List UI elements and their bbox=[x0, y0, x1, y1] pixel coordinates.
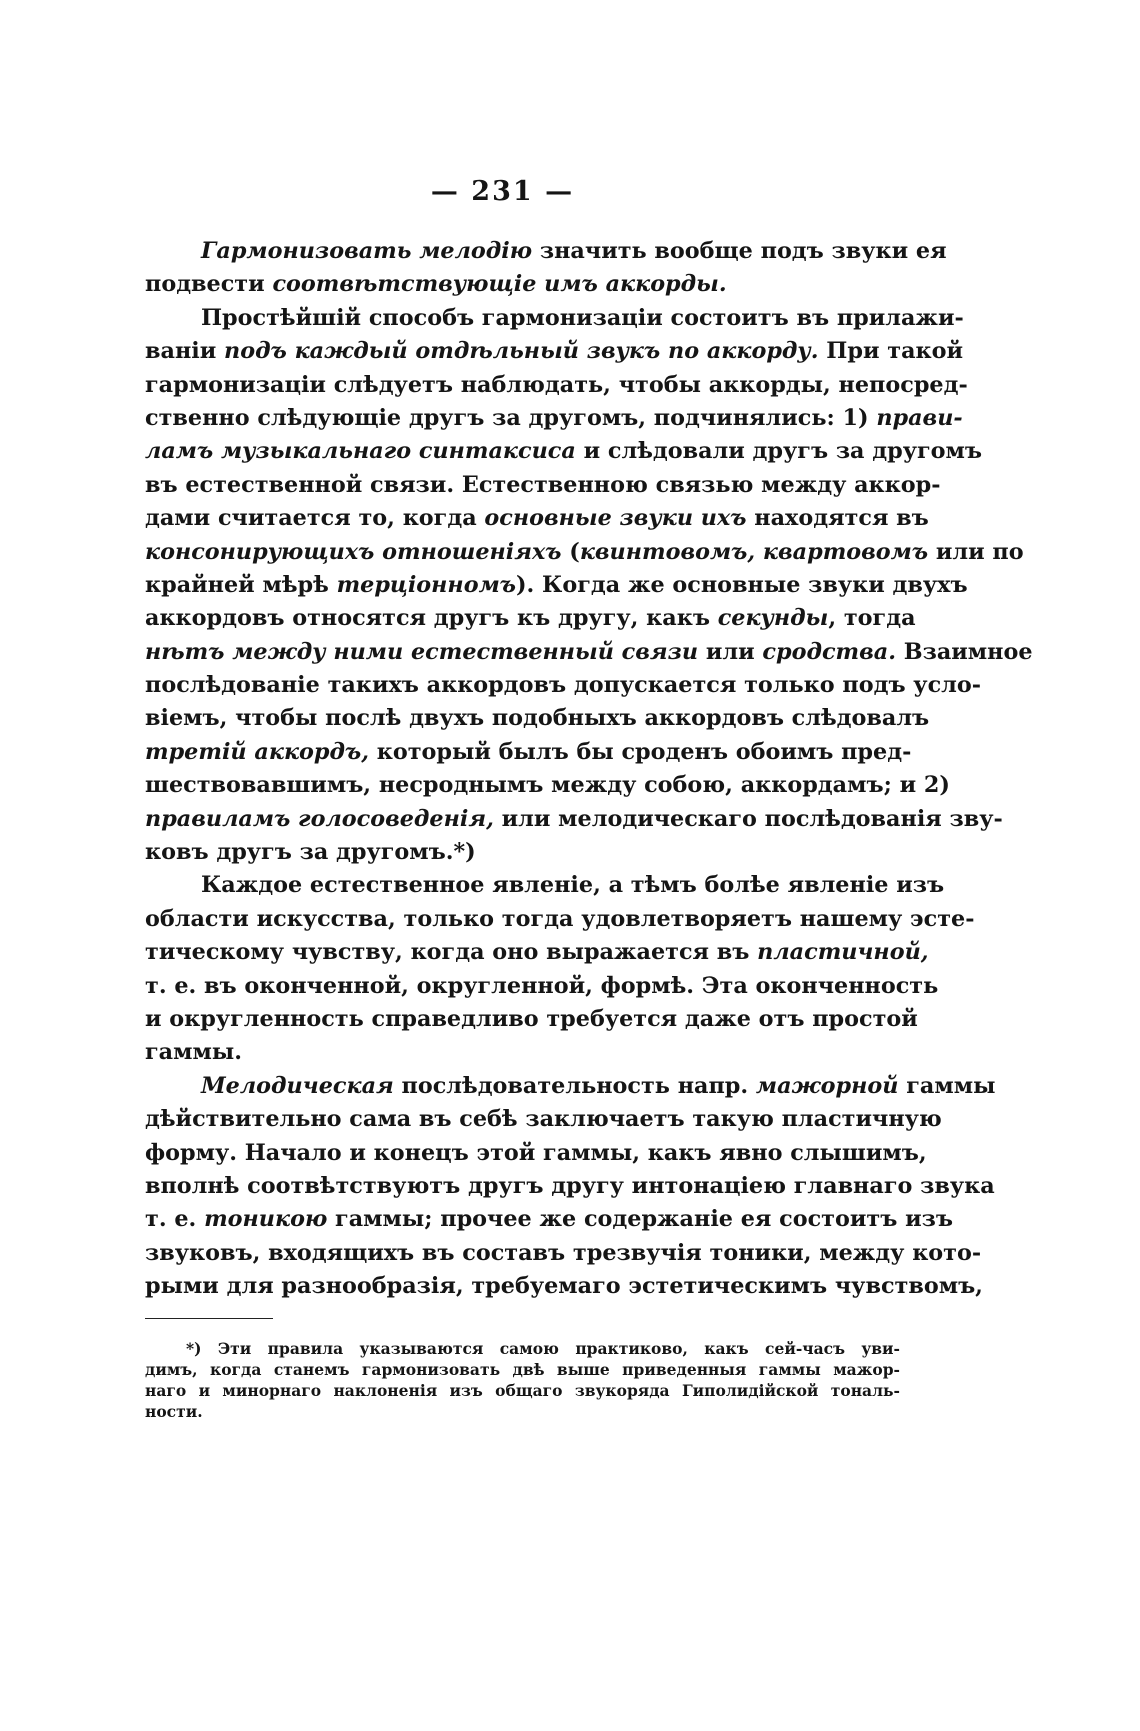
text-segment: гаммы bbox=[898, 1072, 996, 1099]
italic-text: третій аккордъ, bbox=[145, 738, 369, 765]
text-line bbox=[145, 369, 968, 402]
text-line bbox=[145, 1003, 918, 1036]
text-line bbox=[145, 869, 945, 902]
footnote-rule bbox=[145, 1318, 273, 1319]
italic-text: Гармонизовать мелодію bbox=[201, 238, 533, 264]
text-segment: т. е. bbox=[145, 1206, 205, 1233]
italic-text: консонирующихъ отношеніяхъ bbox=[145, 538, 562, 565]
text-segment: ковъ другъ за другомъ.*) bbox=[145, 839, 476, 866]
footnote-line: ности. bbox=[145, 1402, 203, 1421]
text-segment: ). Когда же основные звуки двухъ bbox=[515, 571, 968, 598]
text-segment: въ естественной связи. Естественною связью между аккор- bbox=[145, 471, 941, 498]
text-line bbox=[145, 602, 916, 635]
text-segment: или bbox=[698, 638, 763, 665]
text-segment: который былъ бы сроденъ обоимъ пред- bbox=[368, 738, 912, 765]
italic-text: ламъ музыкальнаго синтаксиса bbox=[145, 438, 576, 465]
text-segment: или мелодическаго послѣдованія зву- bbox=[493, 805, 1003, 832]
text-segment: , тогда bbox=[828, 605, 916, 632]
italic-text: подъ каждый отдѣльный звукъ по аккорду. bbox=[224, 338, 819, 365]
text-segment: гаммы. bbox=[145, 1039, 242, 1066]
text-line bbox=[145, 803, 1003, 836]
text-segment: ственно слѣдующіе другъ за другомъ, подчинялись: 1) bbox=[145, 404, 877, 431]
text-segment: значить вообще подъ звуки ея bbox=[532, 238, 947, 264]
text-line bbox=[145, 903, 975, 936]
text-segment: послѣдованіе такихъ аккордовъ допускается только подъ усло- bbox=[145, 672, 982, 699]
text-line bbox=[145, 1270, 983, 1303]
footnote-line: *) Эти правила указываются самою практиково, какъ сей-часъ уви- bbox=[186, 1339, 900, 1358]
italic-text: нѣтъ между ними естественный связи bbox=[145, 638, 699, 665]
text-line bbox=[145, 235, 947, 268]
text-segment: звуковъ, входящихъ въ составъ трезвучія тоники, между кото- bbox=[145, 1239, 982, 1266]
text-segment: тическому чувству, когда оно выражается въ bbox=[145, 939, 758, 966]
body-text bbox=[145, 235, 1033, 1304]
text-line bbox=[145, 1070, 996, 1103]
text-line bbox=[145, 769, 950, 802]
text-segment: Каждое естественное явленіе, а тѣмъ болѣе явленіе изъ bbox=[201, 872, 945, 899]
text-line bbox=[145, 736, 912, 769]
italic-text: основные звуки ихъ bbox=[484, 505, 747, 532]
text-line bbox=[145, 1170, 995, 1203]
text-segment: т. е. въ оконченной, округленной, формѣ. Эта оконченность bbox=[145, 972, 939, 999]
text-line bbox=[145, 569, 968, 602]
text-line bbox=[145, 502, 929, 535]
text-line bbox=[145, 936, 929, 969]
text-line bbox=[145, 1103, 942, 1136]
text-segment: дѣйствительно сама въ себѣ заключаетъ такую пластичную bbox=[145, 1106, 942, 1133]
text-segment: рыми для разнообразія, требуемаго эстетическимъ чувствомъ, bbox=[145, 1273, 983, 1300]
italic-text: пластичной, bbox=[757, 939, 929, 966]
italic-text: прави- bbox=[876, 404, 963, 431]
text-segment: и округленность справедливо требуется даже отъ простой bbox=[145, 1005, 918, 1032]
italic-text: тоникою bbox=[204, 1206, 328, 1233]
text-segment: крайней мѣрѣ bbox=[145, 571, 337, 598]
italic-text: правиламъ голосоведенія, bbox=[145, 805, 494, 832]
footnote-line: димъ, когда станемъ гармонизовать двѣ выше приведенныя гаммы мажор- bbox=[145, 1360, 900, 1379]
text-line bbox=[145, 702, 930, 735]
text-segment: или по bbox=[928, 538, 1024, 565]
text-segment: ( bbox=[561, 538, 580, 565]
footnote-line: наго и минорнаго наклоненія изъ общаго звукоряда Гиполидійской тональ- bbox=[145, 1381, 900, 1400]
text-line bbox=[145, 669, 982, 702]
text-line bbox=[145, 335, 964, 368]
text-line bbox=[145, 836, 900, 869]
text-segment: находятся въ bbox=[746, 505, 929, 532]
italic-text: мажорной bbox=[755, 1072, 899, 1099]
text-segment: послѣдовательность напр. bbox=[393, 1072, 756, 1099]
text-segment: шествовавшимъ, несроднымъ между собою, аккордамъ; и 2) bbox=[145, 772, 950, 799]
text-segment: подвести bbox=[145, 271, 273, 298]
paragraph bbox=[145, 302, 1033, 870]
footnote bbox=[145, 1338, 900, 1422]
text-segment: вполнѣ соотвѣтствуютъ другъ другу интонаціею главнаго звука bbox=[145, 1172, 995, 1199]
paragraph bbox=[145, 235, 947, 302]
italic-text: секунды bbox=[717, 605, 829, 632]
text-line bbox=[145, 469, 941, 502]
italic-text: Мелодическая bbox=[201, 1072, 394, 1099]
text-line bbox=[145, 268, 900, 301]
text-segment: области искусства, только тогда удовлетворяетъ нашему эсте- bbox=[145, 905, 975, 932]
paragraph bbox=[145, 869, 975, 1069]
text-segment: гаммы; прочее же содержаніе ея состоитъ изъ bbox=[327, 1206, 953, 1233]
paragraph bbox=[145, 1070, 996, 1304]
text-segment: При такой bbox=[818, 338, 964, 365]
italic-text: соотвѣтствующіе имъ аккорды. bbox=[272, 271, 727, 298]
text-segment: форму. Начало и конецъ этой гаммы, какъ явно слышимъ, bbox=[145, 1139, 927, 1166]
text-line bbox=[145, 970, 939, 1003]
italic-text: терціонномъ bbox=[336, 571, 516, 598]
text-segment: дами считается то, когда bbox=[145, 505, 485, 532]
text-line bbox=[145, 402, 963, 435]
text-line bbox=[145, 1137, 927, 1170]
text-segment: аккордовъ относятся другъ къ другу, какъ bbox=[145, 605, 718, 632]
text-segment: Простѣйшій способъ гармонизаціи состоитъ въ прилажи- bbox=[201, 304, 964, 331]
text-segment: віемъ, чтобы послѣ двухъ подобныхъ аккордовъ слѣдовалъ bbox=[145, 705, 930, 732]
text-line bbox=[145, 1203, 953, 1236]
text-line bbox=[145, 536, 1024, 569]
text-line bbox=[145, 1237, 982, 1270]
text-segment: и слѣдовали другъ за другомъ bbox=[575, 438, 982, 465]
text-segment: гармонизаціи слѣдуетъ наблюдать, чтобы аккорды, непосред- bbox=[145, 371, 968, 398]
text-line bbox=[145, 636, 1033, 669]
text-line bbox=[145, 1036, 900, 1069]
italic-text: сродства. bbox=[762, 638, 896, 665]
text-segment: Взаимное bbox=[895, 638, 1033, 665]
text-line bbox=[145, 435, 982, 468]
text-line bbox=[145, 302, 964, 335]
text-segment: ваніи bbox=[145, 338, 225, 365]
italic-text: квинтовомъ, квартовомъ bbox=[579, 538, 929, 565]
page-number: — 231 — bbox=[430, 176, 575, 207]
